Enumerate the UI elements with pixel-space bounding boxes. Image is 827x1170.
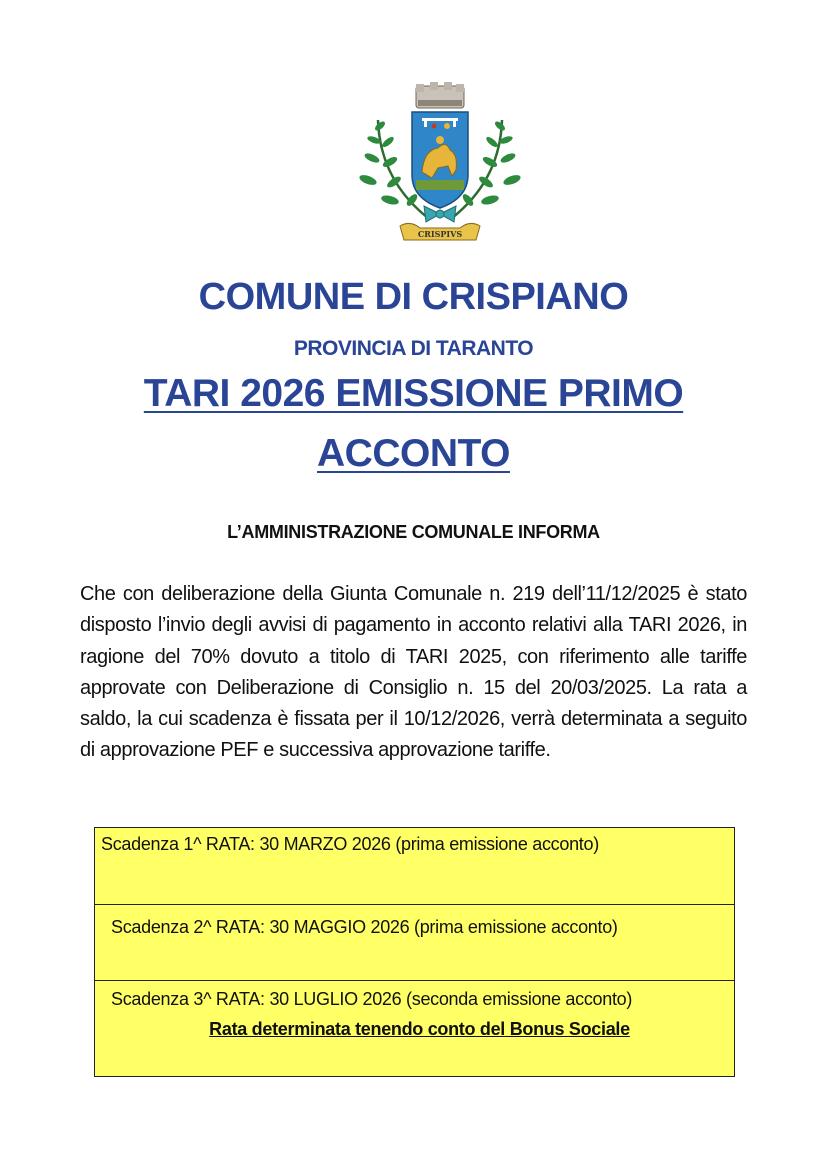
province-name: PROVINCIA DI TARANTO: [293, 337, 534, 360]
installments-table: [94, 827, 735, 1077]
installment-row-3: Scadenza 3^ RATA: 30 LUGLIO 2026 (seconda emissione acconto) Rata determinata tenendo conto del Bonus Sociale: [95, 981, 734, 1076]
svg-text:CRISPIVS: CRISPIVS: [417, 229, 463, 239]
installment-row-1: Scadenza 1^ RATA: 30 MARZO 2026 (prima emissione acconto): [95, 828, 734, 905]
notice-title-line2: ACCONTO: [317, 432, 510, 475]
installment-row-2: Scadenza 2^ RATA: 30 MAGGIO 2026 (prima emissione acconto): [95, 905, 734, 981]
notice-body: Che con deliberazione della Giunta Comunale n. 219 dell’11/12/2025 è stato disposto l’invio degli avvisi di pagamento in acconto relativi alla TARI 2026, in ragione del 70% dovuto a titolo di TARI 2025, con riferimento alle tariffe approvate con Deliberazione di Consiglio n. 15 del 20/03/2025. La rata a saldo, la cui scadenza è fissata per il 10/12/2026, verrà determinata a seguito di approvazione PEF e successiva approvazione tariffe.: [80, 583, 747, 762]
notice-heading: L’AMMINISTRAZIONE COMUNALE INFORMA: [227, 522, 600, 542]
bonus-sociale-note: Rata determinata tenendo conto del Bonus Sociale: [209, 1019, 630, 1039]
coat-of-arms-icon: [350, 80, 530, 245]
municipality-name: COMUNE DI CRISPIANO: [198, 276, 629, 318]
notice-title-line1: TARI 2026 EMISSIONE PRIMO: [143, 372, 684, 415]
